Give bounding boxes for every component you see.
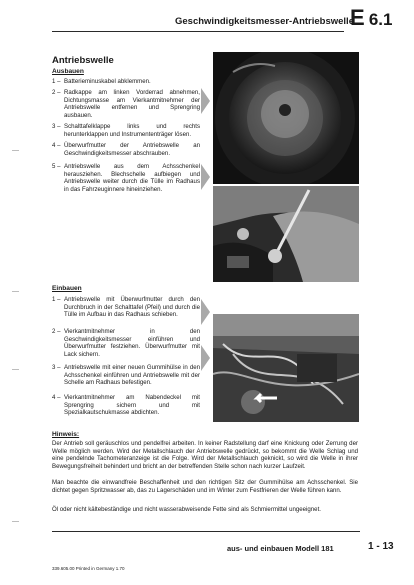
hinweis-heading: Hinweis: xyxy=(52,431,80,438)
binder-hole-mark xyxy=(12,521,19,522)
ausbauen-step: 4 – Überwurfmutter der Antriebswelle an Geschwindigkeitsmesser abschrauben. xyxy=(52,142,200,157)
header-title: Geschwindigkeitsmesser-Antriebswelle xyxy=(175,16,354,27)
einbauen-step: 4 – Vierkantmitnehmer am Nabendeckel mit Sprengring sichern und mit Spezialkautschukmasse abdichten. xyxy=(52,394,200,417)
pointer-arrow-icon xyxy=(201,345,210,371)
hinweis-paragraph: Öl oder nicht kältebeständige und nicht wasserabweisende Fette sind als Schmiermittel ungeeignet. xyxy=(52,506,321,513)
ausbauen-step: 2 – Radkappe am linken Vorderrad abnehmen, Dichtungsmasse am Vierkantmitnehmer der Antriebswelle entfernen und Sprengring ausbauen. xyxy=(52,89,200,120)
photo-hubcap xyxy=(213,52,359,184)
print-line: 339.605.00 Printed in Germany 1.70 xyxy=(52,566,125,571)
footer-rule xyxy=(52,531,360,532)
ausbauen-step: 3 – Schalttafelklappe links und rechts herunterklappen und Instrumententräger lösen. xyxy=(52,123,200,138)
hinweis-paragraph: Der Antrieb soll geräuschlos und pendelfrei arbeiten. In keiner Radstellung darf eine Knickung oder Zerrung der Welle möglich werden. Wird der Metallschlauch der Antriebswelle gedrückt, so bekommt die Welle Schlag und eine pendelnde Tachometeranzeige ist die Folge. Wird der Metallschlauch geknickt, so wird die Welle in ihrer Bewegungsfreiheit behindert und bricht an der betreffenden Stelle schon nach kurzer Laufzeit. xyxy=(52,440,358,471)
einbauen-step: 3 – Antriebswelle mit einer neuen Gummihülse in den Achsschenkel einführen und Antriebswelle mit der Schelle am Radhaus befestigen. xyxy=(52,364,200,387)
einbauen-step: 2 – Vierkantmitnehmer in den Geschwindigkeitsmesser einführen und Überwurfmutter festziehen. Überwurfmutter mit Lack sichern. xyxy=(52,328,200,359)
binder-hole-mark xyxy=(12,291,19,292)
ausbauen-heading: Ausbauen xyxy=(52,68,84,75)
photo-dashboard-wiring xyxy=(213,314,359,422)
section-number: 6.1 xyxy=(368,10,393,29)
section-letter: E xyxy=(350,5,364,30)
section-title: Antriebswelle xyxy=(52,55,114,66)
page-number: 1 - 13 xyxy=(368,541,394,552)
hinweis-paragraph: Man beachte die einwandfreie Beschaffenheit und den richtigen Sitz der Gummihülse am Achsschenkel. Sie dichtet gegen Spritzwasser ab, das zu Lagerschäden und im Winter zum Festfrieren der Welle führen kann. xyxy=(52,479,358,494)
header-rule xyxy=(52,31,344,32)
einbauen-heading: Einbauen xyxy=(52,285,82,292)
photo-wheel-well xyxy=(213,186,359,282)
binder-hole-mark xyxy=(12,369,19,370)
pointer-arrow-icon xyxy=(201,299,210,325)
section-code xyxy=(350,5,392,31)
ausbauen-step: 1 – Batterieminuskabel abklemmen. xyxy=(52,78,151,85)
ausbauen-step: 5 – Antriebswelle aus dem Achsschenkel herausziehen. Blechschelle aufbiegen und Antriebswelle weiter durch die Tülle im Radhaus in das Fahrzeuginnere hineinziehen. xyxy=(52,163,200,194)
footer-title: aus- und einbauen Modell 181 xyxy=(227,544,334,553)
binder-hole-mark xyxy=(12,150,19,151)
einbauen-step: 1 – Antriebswelle mit Überwurfmutter durch den Durchbruch in der Schalttafel (Pfeil) und durch die Tülle im Aufbau in das Radhaus schieben. xyxy=(52,296,200,319)
pointer-arrow-icon xyxy=(201,88,210,114)
pointer-arrow-icon xyxy=(201,164,210,190)
